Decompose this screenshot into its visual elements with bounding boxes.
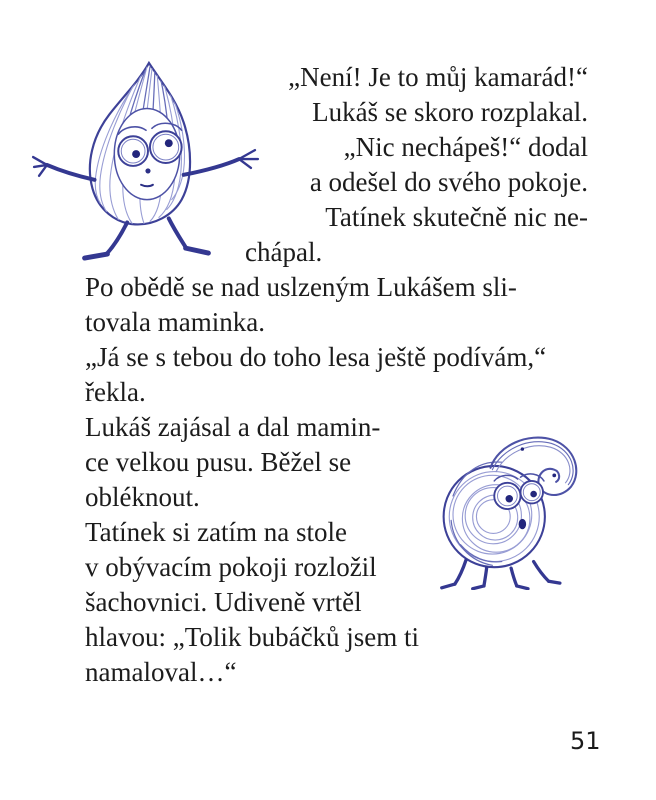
story-line-2: Lukáš se skoro rozplakal.	[312, 97, 588, 127]
story-line-14: Tatínek si zatím na stole	[85, 517, 348, 547]
story-line-16: šachovnici. Udiveně vrtěl	[85, 587, 362, 617]
story-line-15: v obývacím pokoji rozložil	[85, 552, 377, 582]
story-line-9: „Já se s tebou do toho lesa ještě podívám,“	[85, 342, 547, 372]
story-line-8: tovala maminka.	[85, 307, 265, 337]
story-line-18: namaloval…“	[85, 657, 237, 687]
story-line-17: hlavou: „Tolik bubáčků jsem ti	[85, 622, 420, 652]
story-line-13: obléknout.	[85, 482, 200, 512]
story-line-12: ce velkou pusu. Běžel se	[85, 447, 352, 477]
story-line-11: Lukáš zajásal a dal mamin-	[85, 412, 381, 442]
story-line-1: „Není! Je to můj kamarád!“	[288, 62, 588, 92]
page-number: 51	[570, 727, 601, 755]
story-line-5: Tatínek skutečně nic ne-	[325, 202, 588, 232]
story-line-4: a odešel do svého pokoje.	[309, 167, 588, 197]
story-line-7: Po obědě se nad uslzeným Lukášem sli-	[85, 272, 517, 302]
story-line-10: řekla.	[85, 377, 146, 407]
story-line-3: „Nic nechápeš!“ dodal	[343, 132, 588, 162]
story-line-6: chápal.	[245, 237, 323, 267]
story-text	[85, 60, 588, 690]
